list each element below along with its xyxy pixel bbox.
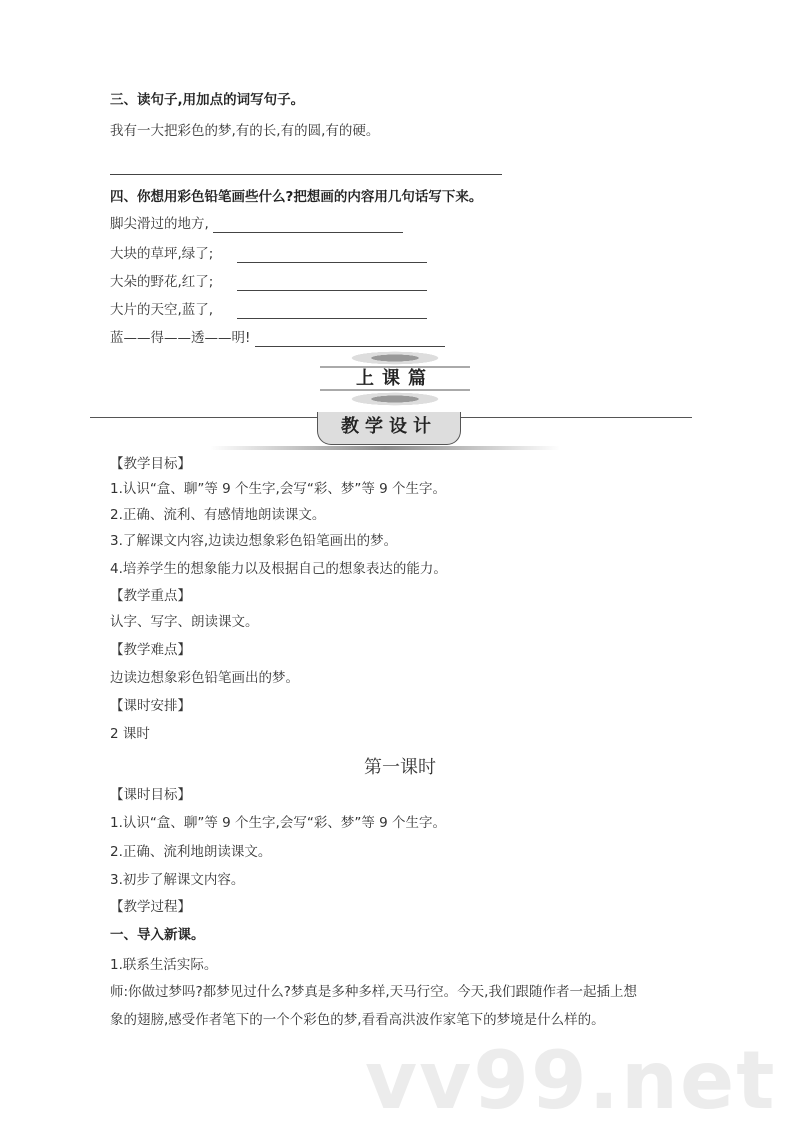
section-heading: 【课时目标】 [110,787,191,803]
exercise3-sentence: 我有一大把彩色的梦,有的长,有的圆,有的硬。 [110,123,380,139]
answer-line[interactable] [110,174,502,175]
section-heading: 【课时安排】 [110,698,191,714]
section-banner [320,350,470,410]
goal-item: 2.正确、流利地朗读课文。 [110,844,272,860]
teacher-text: 师:你做过梦吗?都梦见过什么?梦真是多种多样,天马行空。今天,我们跟随作者一起插上想 [110,984,637,1000]
goal-item: 1.认识“盒、聊”等 9 个生字,会写“彩、梦”等 9 个生字。 [110,815,446,831]
schedule-text: 2 课时 [110,726,150,742]
goal-item: 3.了解课文内容,边读边想象彩色铅笔画出的梦。 [110,533,398,549]
exercise3-heading: 三、读句子,用加点的词写句子。 [110,92,305,108]
watermark: vv99.net [365,1034,777,1127]
answer-blank[interactable] [255,332,445,347]
exercise4-heading: 四、你想用彩色铅笔画些什么?把想画的内容用几句话写下来。 [110,189,483,205]
goal-item: 3.初步了解课文内容。 [110,872,245,888]
banner-tab: 教学设计 [317,412,461,445]
answer-blank[interactable] [213,218,403,233]
lesson-title: 第一课时 [364,757,436,778]
answer-blank[interactable] [237,276,427,291]
ornament-icon [340,350,450,366]
answer-blank[interactable] [237,304,427,319]
prompt: 蓝——得——透——明! [110,330,251,346]
prompt: 大片的天空,蓝了, [110,302,214,318]
section-heading: 【教学重点】 [110,588,191,604]
section-heading: 【教学过程】 [110,899,191,915]
banner-title: 上课篇 [320,366,470,391]
prompt: 大块的草坪,绿了; [110,246,214,262]
goal-item: 1.认识“盒、聊”等 9 个生字,会写“彩、梦”等 9 个生字。 [110,481,446,497]
difficulty-text: 边读边想象彩色铅笔画出的梦。 [110,670,299,686]
prompt: 脚尖滑过的地方, [110,216,209,232]
ornament-icon [340,391,450,407]
goal-item: 2.正确、流利、有感情地朗读课文。 [110,507,326,523]
prompt: 大朵的野花,红了; [110,274,214,290]
section-heading: 【教学目标】 [110,456,191,472]
step-heading: 一、导入新课。 [110,927,205,943]
teacher-text: 象的翅膀,感受作者笔下的一个个彩色的梦,看看高洪波作家笔下的梦境是什么样的。 [110,1012,605,1028]
answer-blank[interactable] [237,248,427,263]
divider-shadow [210,446,560,450]
step-item: 1.联系生活实际。 [110,957,218,973]
key-text: 认字、写字、朗读课文。 [110,614,259,630]
goal-item: 4.培养学生的想象能力以及根据自己的想象表达的能力。 [110,561,447,577]
section-heading: 【教学难点】 [110,642,191,658]
